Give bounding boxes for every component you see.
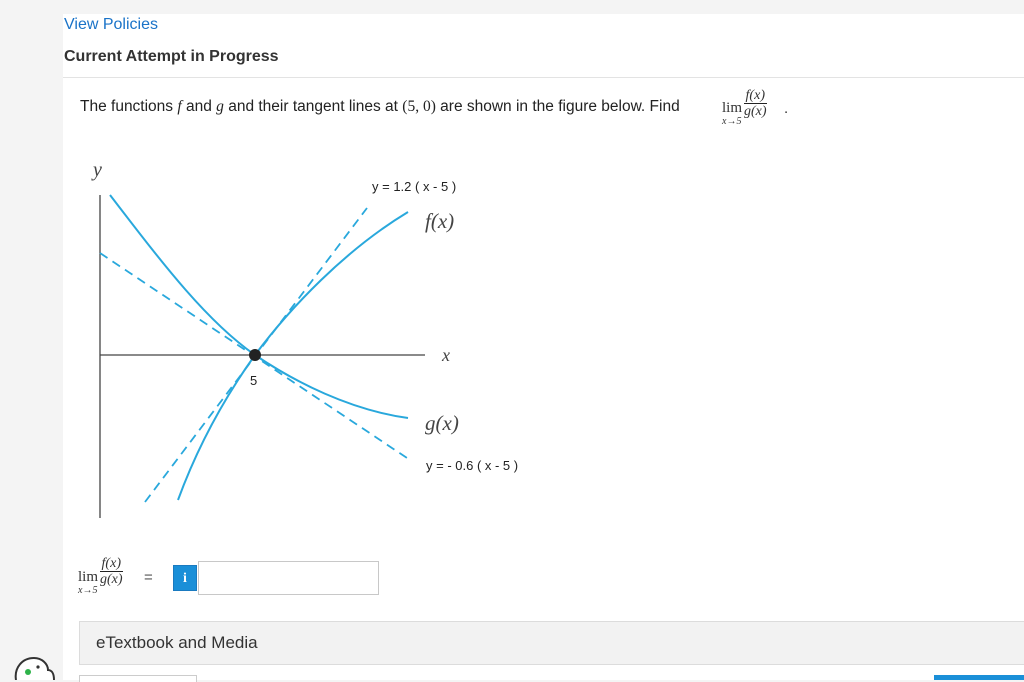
question-frac-num: f(x) [745, 88, 765, 103]
question-period: . [784, 100, 789, 117]
question-frac-den: g(x) [744, 104, 767, 119]
answer-frac-num: f(x) [101, 556, 121, 571]
question-text-mid: and their tangent lines at [223, 98, 403, 115]
question-limit-expression [722, 86, 792, 130]
answer-input[interactable] [198, 561, 379, 595]
attempt-heading: Current Attempt in Progress [64, 48, 279, 65]
tick-label-5: 5 [250, 373, 258, 388]
question-f: f [177, 98, 182, 115]
question-text-after: are shown in the figure below. Find [435, 98, 680, 115]
function-graph [80, 150, 560, 530]
question-lim-sub: x→5 [722, 116, 742, 127]
answer-limit-expression [78, 554, 168, 602]
etextbook-media-button[interactable] [79, 621, 1024, 665]
g-curve-label: g(x) [425, 411, 459, 435]
view-policies-link[interactable]: View Policies [64, 16, 158, 33]
intersection-point [249, 349, 261, 361]
question-and: and [181, 98, 217, 115]
question-text [80, 98, 680, 116]
bottom-tab[interactable] [79, 675, 197, 682]
question-g: g [216, 98, 224, 115]
answer-lim-sub: x→5 [78, 585, 98, 596]
question-text-before: The functions [80, 98, 178, 115]
f-curve [178, 212, 408, 500]
f-curve-label: f(x) [425, 209, 455, 233]
answer-frac-den: g(x) [100, 572, 123, 587]
cookie-icon[interactable] [8, 650, 58, 680]
answer-equals: = [144, 569, 153, 586]
answer-lim: lim [78, 569, 99, 585]
top-strip [0, 0, 1024, 14]
question-lim: lim [722, 100, 743, 116]
g-curve [110, 195, 408, 418]
x-axis-label: x [442, 345, 450, 365]
answer-fraction [100, 556, 123, 587]
etextbook-media-label: eTextbook and Media [96, 633, 258, 652]
info-button[interactable]: i [173, 565, 197, 591]
question-point: (5, 0) [402, 98, 436, 115]
divider [63, 77, 1024, 78]
y-axis-label: y [93, 159, 102, 181]
f-tangent-label: y = 1.2 ( x - 5 ) [372, 179, 457, 194]
g-tangent-label: y = - 0.6 ( x - 5 ) [426, 458, 519, 473]
bottom-action-button[interactable] [934, 675, 1024, 680]
question-fraction [744, 88, 767, 119]
